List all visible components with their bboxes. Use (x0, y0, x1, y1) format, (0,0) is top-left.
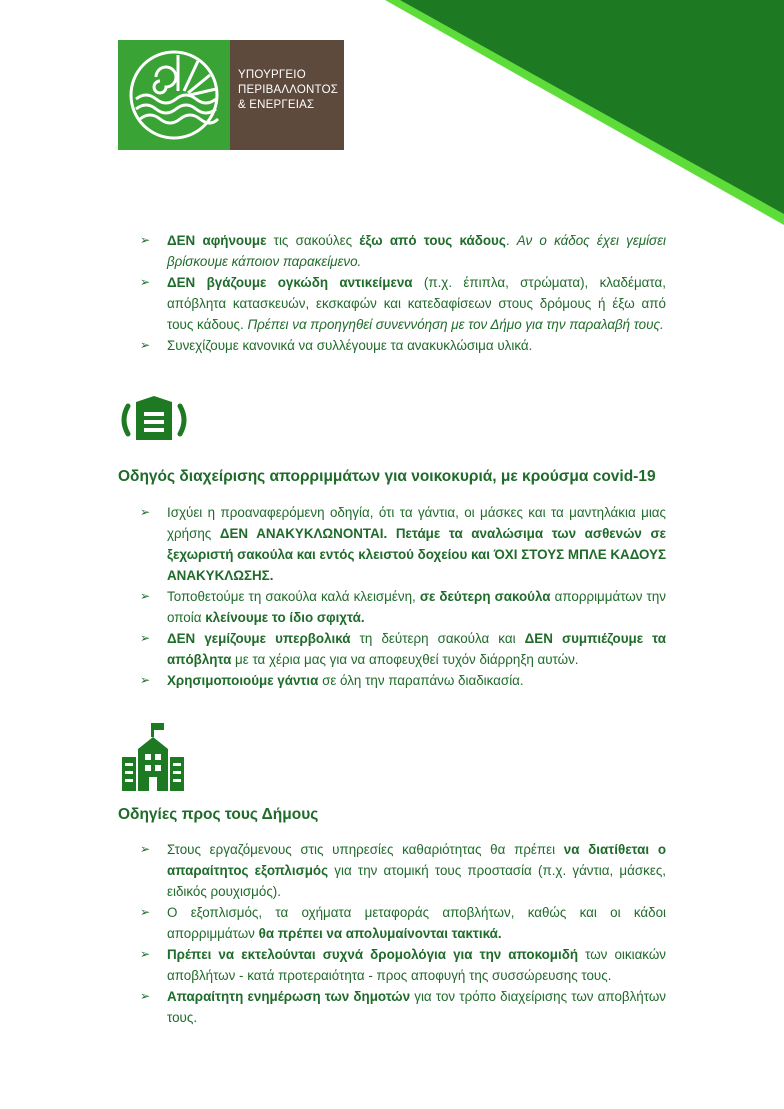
section-1 (118, 230, 666, 356)
item-text: (π.χ. έπιπλα, στρώματα), κλαδέματα, απόβλητα κατασκευών, εκσκαφών και κατεδαφίσεων στους δρόμους ή έξω από τους κάδους. (167, 275, 666, 332)
list-item (118, 502, 666, 586)
item-text: τη δεύτερη σακούλα και (350, 631, 525, 646)
town-hall-icon (118, 721, 188, 793)
arrow-bullet-icon: ➢ (140, 233, 151, 247)
arrow-bullet-icon: ➢ (140, 842, 151, 856)
list-item (118, 670, 666, 691)
item-bold: κλείνουμε το ίδιο σφιχτά. (205, 610, 365, 625)
item-bold: ΔΕΝ συμπιέζουμε τα απόβλητα (167, 631, 666, 667)
section-2-list (118, 502, 666, 691)
item-bold: Απαραίτητη ενημέρωση των δημοτών (167, 989, 411, 1004)
item-text: Ο εξοπλισμός, τα οχήματα μεταφοράς αποβλήτων, καθώς και οι κάδοι απορριμμάτων (167, 905, 666, 941)
item-text: σε όλη την παραπάνω διαδικασία. (318, 673, 524, 688)
item-bold: να διατίθεται ο απαραίτητος εξοπλισμός (167, 842, 666, 878)
item-text: Στους εργαζόμενους στις υπηρεσίες καθαριότητας θα πρέπει (167, 842, 564, 857)
item-text: Τοποθετούμε τη σακούλα καλά κλεισμένη, (167, 589, 420, 604)
arrow-bullet-icon: ➢ (140, 905, 151, 919)
item-text: απορριμμάτων την οποία (167, 589, 666, 625)
item-text: τις σακούλες (266, 233, 360, 248)
arrow-bullet-icon: ➢ (140, 589, 151, 603)
item-text: για την ατομική τους προστασία (π.χ. γάντια, μάσκες, ειδικός ρουχισμός). (167, 863, 666, 899)
item-italic: Πρέπει να προηγηθεί συνεννόηση με τον Δήμο για την παραλαβή τους. (247, 317, 664, 332)
item-text: για τον τρόπο διαχείρισης των αποβλήτων τους. (167, 989, 667, 1025)
item-bold: ΔΕΝ βγάζουμε ογκώδη αντικείμενα (167, 275, 413, 290)
item-italic: Αν ο κάδος έχει γεμίσει βρίσκουμε κάποιον παρακείμενο. (167, 233, 666, 269)
section-3 (118, 803, 666, 1028)
item-bold: σε δεύτερη σακούλα (419, 589, 551, 604)
list-item (118, 902, 666, 944)
section-2 (118, 465, 666, 691)
ministry-line-1: ΥΠΟΥΡΓΕΙΟ (238, 69, 306, 81)
arrow-bullet-icon: ➢ (140, 989, 151, 1003)
item-bold: Πρέπει να εκτελούνται συχνά δρομολόγια για την αποκομιδή (167, 947, 579, 962)
arrow-bullet-icon: ➢ (140, 631, 151, 645)
emblem-icon (118, 40, 230, 150)
ministry-line-3: & ΕΝΕΡΓΕΙΑΣ (238, 99, 315, 111)
list-item (118, 944, 666, 986)
section-2-title: Οδηγός διαχείρισης απορριμμάτων για νοικοκυριά, με κρούσμα covid-19 (118, 468, 656, 485)
arrow-bullet-icon: ➢ (140, 673, 151, 687)
list-item (118, 230, 666, 272)
list-item (118, 335, 666, 356)
ministry-logo (118, 40, 344, 150)
arrow-bullet-icon: ➢ (140, 947, 151, 961)
item-text: Ισχύει η προαναφερόμενη οδηγία, ότι τα γάντια, οι μάσκες και τα μαντηλάκια μιας χρήσης (167, 505, 666, 541)
section-3-title: Οδηγίες προς τους Δήμους (118, 806, 319, 823)
arrow-bullet-icon: ➢ (140, 505, 151, 519)
item-text: Συνεχίζουμε κανονικά να συλλέγουμε τα ανακυκλώσιμα υλικά. (167, 338, 533, 353)
arrow-bullet-icon: ➢ (140, 275, 151, 289)
section-1-list (118, 230, 666, 356)
list-item (118, 986, 666, 1028)
item-bold: ΔΕΝ γεμίζουμε υπερβολικά (167, 631, 351, 646)
item-bold: ΔΕΝ ΑΝΑΚΥΚΛΩΝΟΝΤΑΙ. Πετάμε τα αναλώσιμα των ασθενών σε ξεχωριστή σακούλα και εντός κλειστού δοχείου και ΌΧΙ ΣΤΟΥΣ ΜΠΛΕ ΚΑΔΟΥΣ ΑΝΑΚΥΚΛΩΣΗΣ. (167, 526, 666, 583)
item-text: των οικιακών αποβλήτων - κατά προτεραιότητα - προς αποφυγή της συσσώρευσης τους. (167, 947, 666, 983)
list-item (118, 839, 666, 902)
arrow-bullet-icon: ➢ (140, 338, 151, 352)
item-bold: θα πρέπει να απολυμαίνονται τακτικά. (258, 926, 502, 941)
item-text: . (505, 233, 517, 248)
item-bold: Χρησιμοποιούμε γάντια (167, 673, 319, 688)
bag-icon (118, 396, 190, 444)
section-3-list (118, 839, 666, 1028)
list-item (118, 628, 666, 670)
item-bold: έξω από τους κάδους (359, 233, 506, 248)
list-item (118, 586, 666, 628)
item-bold: ΔΕΝ αφήνουμε (167, 233, 267, 248)
ministry-name (230, 40, 344, 150)
item-text: με τα χέρια μας για να αποφευχθεί τυχόν διάρρηξη αυτών. (231, 652, 579, 667)
list-item (118, 272, 666, 335)
ministry-line-2: ΠΕΡΙΒΑΛΛΟΝΤΟΣ (238, 84, 339, 96)
